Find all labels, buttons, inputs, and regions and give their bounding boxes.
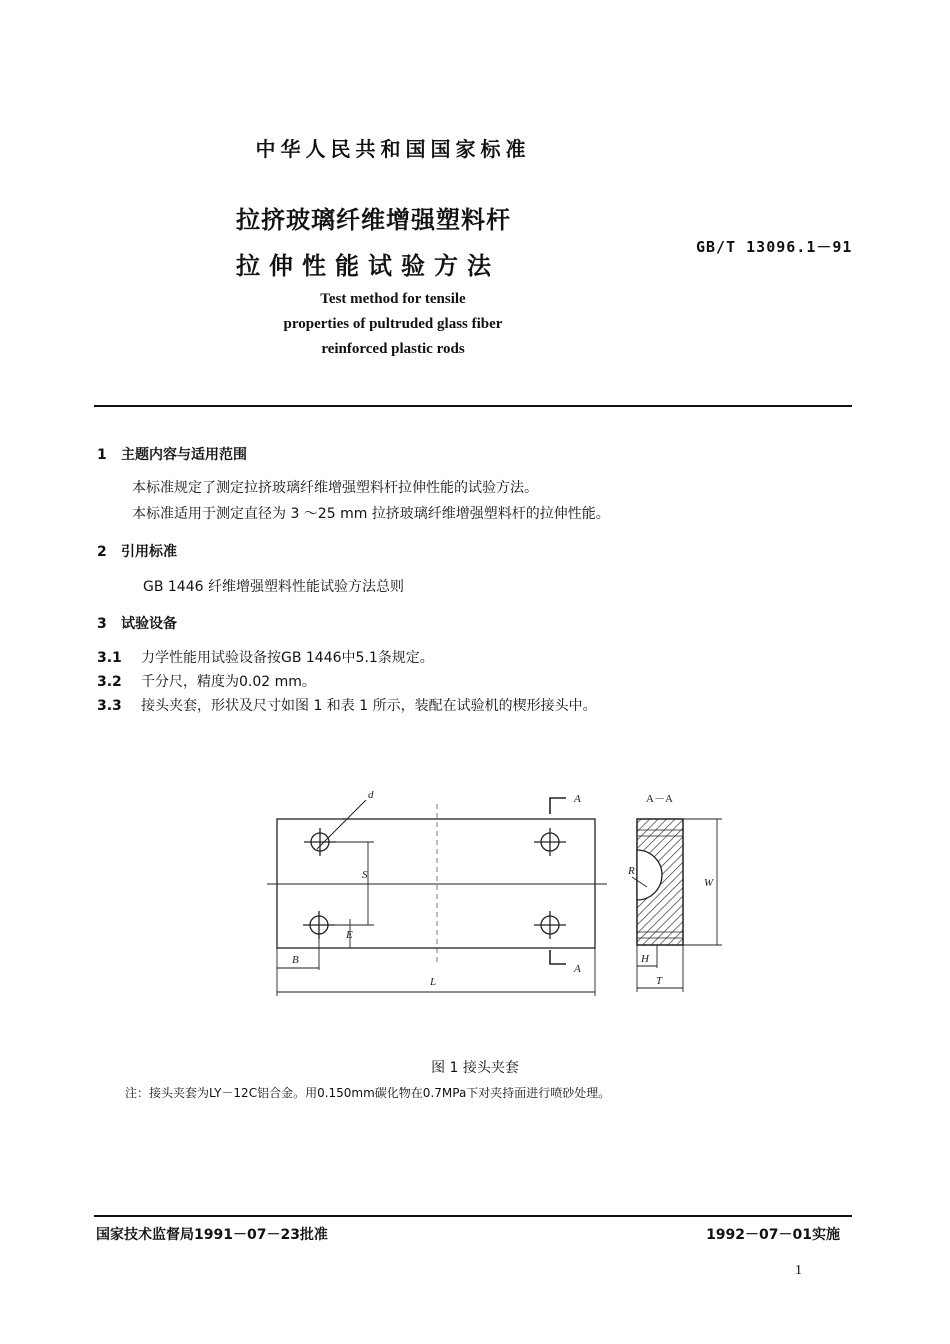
label-e: E: [346, 929, 353, 941]
footer-divider: [94, 1215, 852, 1217]
standard-number: GB/T 13096.1－91: [696, 238, 853, 256]
label-l: L: [430, 976, 437, 988]
section-view-a-a: [632, 819, 722, 992]
section-1-paragraph-2: 本标准适用于测定直径为 3 ～25 mm 拉挤玻璃纤维增强塑料杆的拉伸性能。: [132, 506, 610, 522]
title-zh-line1: 拉挤玻璃纤维增强塑料杆: [236, 206, 511, 234]
figure-1-grip-sleeve-drawing: [262, 782, 732, 1004]
clause-3-2-text: 千分尺，精度为0.02 mm。: [141, 674, 316, 690]
section-1-paragraph-1: 本标准规定了测定拉挤玻璃纤维增强塑料杆拉伸性能的试验方法。: [132, 480, 538, 496]
clause-3-1-text: 力学性能用试验设备按GB 1446中5.1条规定。: [141, 650, 434, 666]
section-3-heading: [97, 613, 177, 633]
label-a-bottom: A: [574, 963, 581, 975]
section-1-heading: [97, 444, 247, 464]
figure-1-note: 注：接头夹套为LY－12C铝合金。用0.150mm碳化物在0.7MPa下对夹持面进行喷砂处理。: [125, 1086, 611, 1100]
hole-top-right: [534, 828, 566, 856]
standard-category: 中华人民共和国国家标准: [255, 137, 531, 161]
clause-3-3: [97, 695, 597, 715]
title-zh-line2: 拉伸性能试验方法: [236, 252, 500, 280]
section-3-title: 试验设备: [121, 616, 177, 632]
clause-3-1: [97, 647, 434, 667]
clause-3-2: [97, 671, 316, 691]
section-1-title: 主题内容与适用范围: [121, 447, 247, 463]
label-a-top: A: [574, 793, 581, 805]
section-1-number: 1: [97, 447, 107, 463]
label-d: d: [368, 789, 374, 801]
title-en-line3: reinforced plastic rods: [321, 341, 465, 357]
clause-3-2-number: 3.2: [97, 674, 122, 690]
hole-bottom-right: [534, 911, 566, 939]
plate-outline: [277, 819, 595, 948]
title-en-line1: Test method for tensile: [320, 291, 466, 307]
label-section-a-a: A－A: [646, 793, 673, 805]
section-2-heading: [97, 541, 177, 561]
label-r: R: [628, 865, 635, 877]
label-h: H: [641, 953, 649, 965]
clause-3-1-number: 3.1: [97, 650, 122, 666]
section-3-number: 3: [97, 616, 107, 632]
effective-date: 1992－07－01实施: [706, 1227, 840, 1243]
approval-date: 国家技术监督局1991－07－23批准: [96, 1227, 328, 1243]
page-number: 1: [795, 1263, 802, 1278]
label-s: S: [362, 869, 368, 881]
label-b: B: [292, 954, 299, 966]
section-2-number: 2: [97, 544, 107, 560]
figure-1-caption: 图 1 接头夹套: [431, 1060, 519, 1076]
section-2-reference: GB 1446 纤维增强塑料性能试验方法总则: [143, 579, 404, 595]
section-2-title: 引用标准: [121, 544, 177, 560]
label-t: T: [656, 975, 663, 987]
header-divider: [94, 405, 852, 407]
clause-3-3-text: 接头夹套，形状及尺寸如图 1 和表 1 所示，装配在试验机的楔形接头中。: [141, 698, 597, 714]
title-en-line2: properties of pultruded glass fiber: [283, 316, 503, 332]
clause-3-3-number: 3.3: [97, 698, 122, 714]
label-w: W: [704, 877, 714, 889]
